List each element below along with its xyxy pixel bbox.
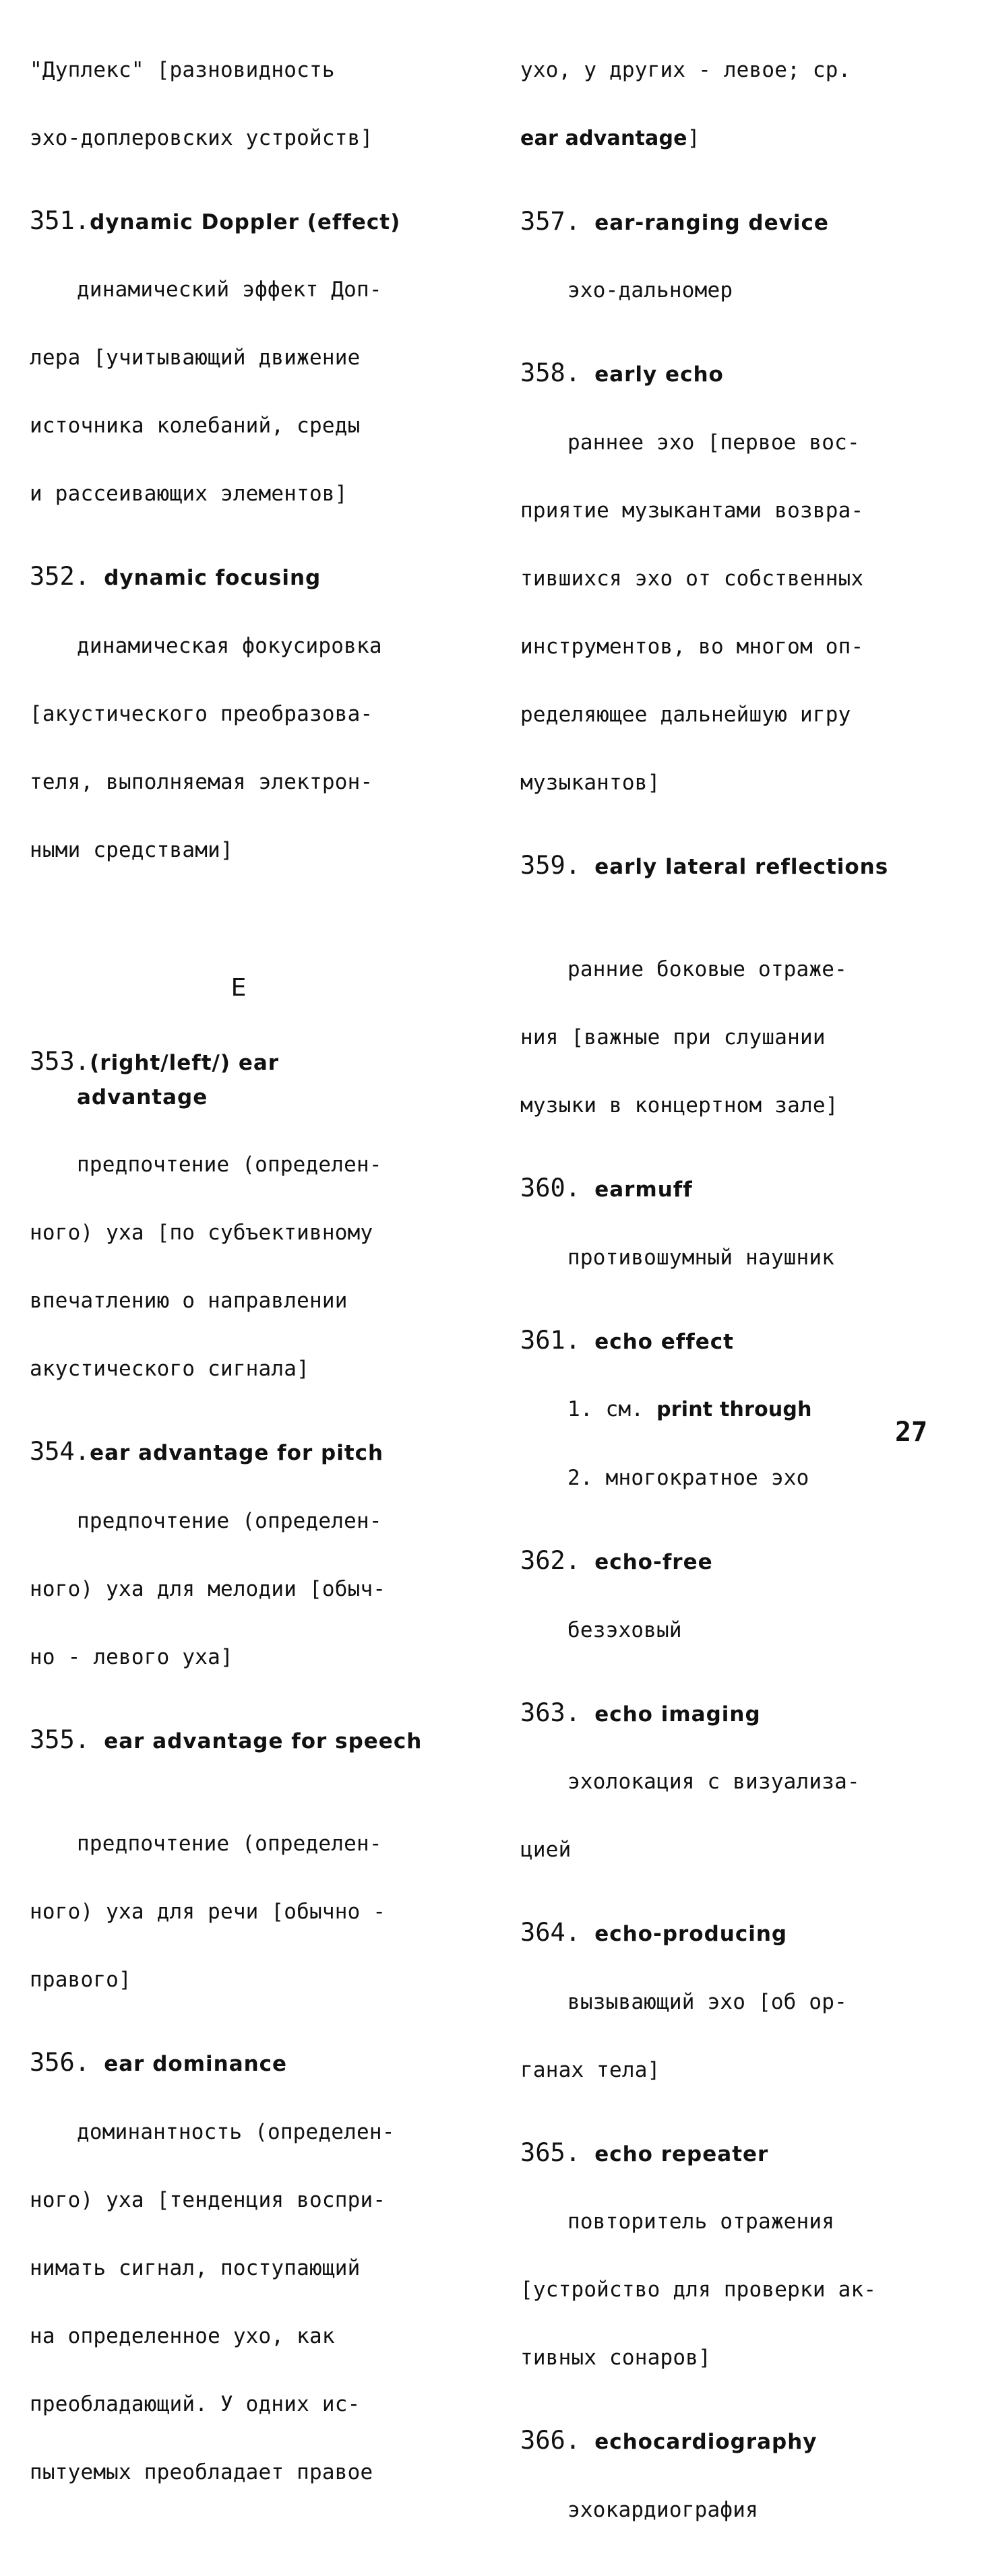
definition-line: ного) уха для мелодии [обыч-: [30, 1576, 386, 1601]
definition-line: музыки в концертном зале]: [520, 1093, 838, 1118]
dictionary-entry-360: [520, 1171, 965, 1309]
dictionary-entry-366: [520, 2424, 965, 2561]
entry-number: 363.: [520, 1698, 581, 1727]
definition-line: ного) уха для речи [обычно -: [30, 1900, 386, 1924]
dictionary-entry-355: [30, 1723, 474, 2032]
definition-line: правого]: [30, 1968, 131, 1992]
definition-line: противошумный наушник: [567, 1245, 835, 1270]
left-column: [30, 19, 474, 2538]
cross-reference: print through: [656, 1398, 812, 1421]
entry-term: (right/left/) ear: [90, 1050, 280, 1075]
bracket: ]: [687, 125, 700, 150]
definition-line: и рассеивающих элементов]: [30, 482, 348, 506]
dictionary-entry-359: [520, 849, 965, 1157]
entry-number: 356.: [30, 2048, 90, 2077]
definition-line: предпочтение (определен-: [77, 1508, 382, 1533]
definition-line: пытуемых преобладает правое: [30, 2459, 373, 2484]
entry-term: echocardiography: [594, 2430, 818, 2454]
definition-line: вызывающий эхо [об ор-: [567, 1989, 847, 2014]
definition-line: доминантность (определен-: [77, 2119, 395, 2144]
definition-line: безэховый: [567, 1617, 682, 1642]
definition-line: ного) уха [тенденция воспри-: [30, 2187, 386, 2212]
entry-number: 364.: [520, 1918, 581, 1947]
definition-line: акустического сигнала]: [30, 1357, 309, 1381]
definition-line: динамический эффект Доп-: [77, 278, 382, 302]
entry-number: 366.: [520, 2426, 581, 2455]
definition-line: повторитель отражения: [567, 2210, 835, 2234]
definition-line: раннее эхо [первое вос-: [567, 430, 860, 455]
cross-reference: ear advantage: [520, 126, 687, 150]
dictionary-entry-353: [30, 1045, 474, 1421]
entry-term: early echo: [594, 362, 724, 387]
definition-line: источника колебаний, среды: [30, 414, 361, 438]
definition-line: но - левого уха]: [30, 1644, 233, 1669]
entry-term: earmuff: [594, 1178, 693, 1202]
entry-term: ear advantage for pitch: [90, 1441, 384, 1465]
definition-line: музыкантов]: [520, 770, 660, 795]
entry-term: echo effect: [594, 1329, 734, 1354]
definition-line: [акустического преобразова-: [30, 701, 373, 726]
sense-2: [520, 1461, 965, 1495]
entry-number: 365.: [520, 2137, 581, 2167]
definition-line: ределяющее дальнейшую игру: [520, 702, 851, 727]
definition-line: ния [важные при слушании: [520, 1025, 826, 1050]
entry-term: dynamic Doppler (effect): [90, 210, 401, 234]
text-line: ухо, у других - левое; ср.: [520, 57, 851, 82]
definition-line: нимать сигнал, поступающий: [30, 2255, 361, 2280]
page-number: 27: [895, 1417, 928, 1448]
entry-number: 355.: [30, 1725, 90, 1754]
sense-text: многократное эхо: [605, 1466, 809, 1490]
right-column: [520, 19, 965, 2576]
dictionary-entry-357: [520, 205, 965, 342]
entry-term: ear advantage for speech: [104, 1729, 423, 1753]
sense-number: 1.: [567, 1397, 593, 1421]
dictionary-entry-354: [30, 1435, 474, 1708]
definition-line: ранние боковые отраже-: [567, 957, 847, 981]
definition-line: впечатлению о направлении: [30, 1289, 348, 1313]
continuation-text: [520, 19, 965, 190]
continuation-text: [30, 19, 474, 189]
dictionary-entry-362: [520, 1544, 965, 1681]
section-letter: E: [230, 973, 247, 1002]
dictionary-entry-352: [30, 560, 474, 901]
entry-term: echo repeater: [594, 2142, 769, 2166]
definition-line: тившихся эхо от собственных: [520, 566, 864, 591]
sense-prefix: см.: [605, 1397, 644, 1421]
definition-line: преобладающий. У одних ис-: [30, 2391, 361, 2416]
sense-number: 2.: [567, 1466, 593, 1490]
definition-line: цией: [520, 1838, 572, 1862]
dictionary-entry-351: [30, 204, 474, 546]
text-line: "Дуплекс" [разновидность: [30, 57, 335, 82]
definition-line: ного) уха [по субъективному: [30, 1221, 373, 1245]
entry-term: early lateral reflections: [594, 854, 889, 879]
entry-number: 352.: [30, 562, 90, 591]
entry-term: dynamic focusing: [104, 566, 321, 590]
entry-term: echo-free: [594, 1550, 713, 1574]
definition-line: тивных сонаров]: [520, 2346, 711, 2370]
dictionary-entry-356: [30, 2046, 474, 2523]
entry-term-continued: advantage: [77, 1085, 208, 1109]
dictionary-entry-364: [520, 1916, 965, 2121]
definition-line: [устройство для проверки ак-: [520, 2278, 877, 2302]
definition-line: лера [учитывающий движение: [30, 346, 361, 370]
entry-number: 353.: [30, 1046, 90, 1076]
definition-line: динамическая фокусировка: [77, 633, 382, 658]
definition-line: предпочтение (определен-: [77, 1832, 382, 1856]
entry-number: 362.: [520, 1546, 581, 1575]
definition-line: эхо-дальномер: [567, 278, 733, 302]
entry-number: 359.: [520, 850, 581, 880]
definition-line: инструментов, во многом оп-: [520, 634, 864, 659]
definition-line: приятие музыкантами возвра-: [520, 498, 864, 523]
entry-number: 354.: [30, 1437, 90, 1466]
dictionary-entry-358: [520, 356, 965, 834]
entry-number: 358.: [520, 358, 581, 387]
entry-number: 351.: [30, 205, 90, 235]
entry-number: 357.: [520, 206, 581, 236]
definition-line: предпочтение (определен-: [77, 1153, 382, 1177]
definition-line: на определенное ухо, как: [30, 2323, 335, 2348]
text-line: эхо-доплеровских устройств]: [30, 125, 373, 150]
entry-term: echo-producing: [594, 1922, 788, 1946]
entry-term: ear-ranging device: [594, 210, 829, 235]
definition-line: теля, выполняемая электрон-: [30, 769, 373, 794]
dictionary-entry-363: [520, 1696, 965, 1902]
definition-line: ганах тела]: [520, 2057, 660, 2082]
entry-term: ear dominance: [104, 2052, 288, 2076]
entry-number: 361.: [520, 1325, 581, 1355]
definition-line: эхолокация с визуализа-: [567, 1770, 860, 1794]
definition-line: ными средствами]: [30, 837, 233, 862]
entry-number: 360.: [520, 1173, 581, 1202]
definition-line: эхокардиография: [567, 2497, 758, 2522]
dictionary-entry-365: [520, 2136, 965, 2410]
entry-term: echo imaging: [594, 1702, 761, 1727]
